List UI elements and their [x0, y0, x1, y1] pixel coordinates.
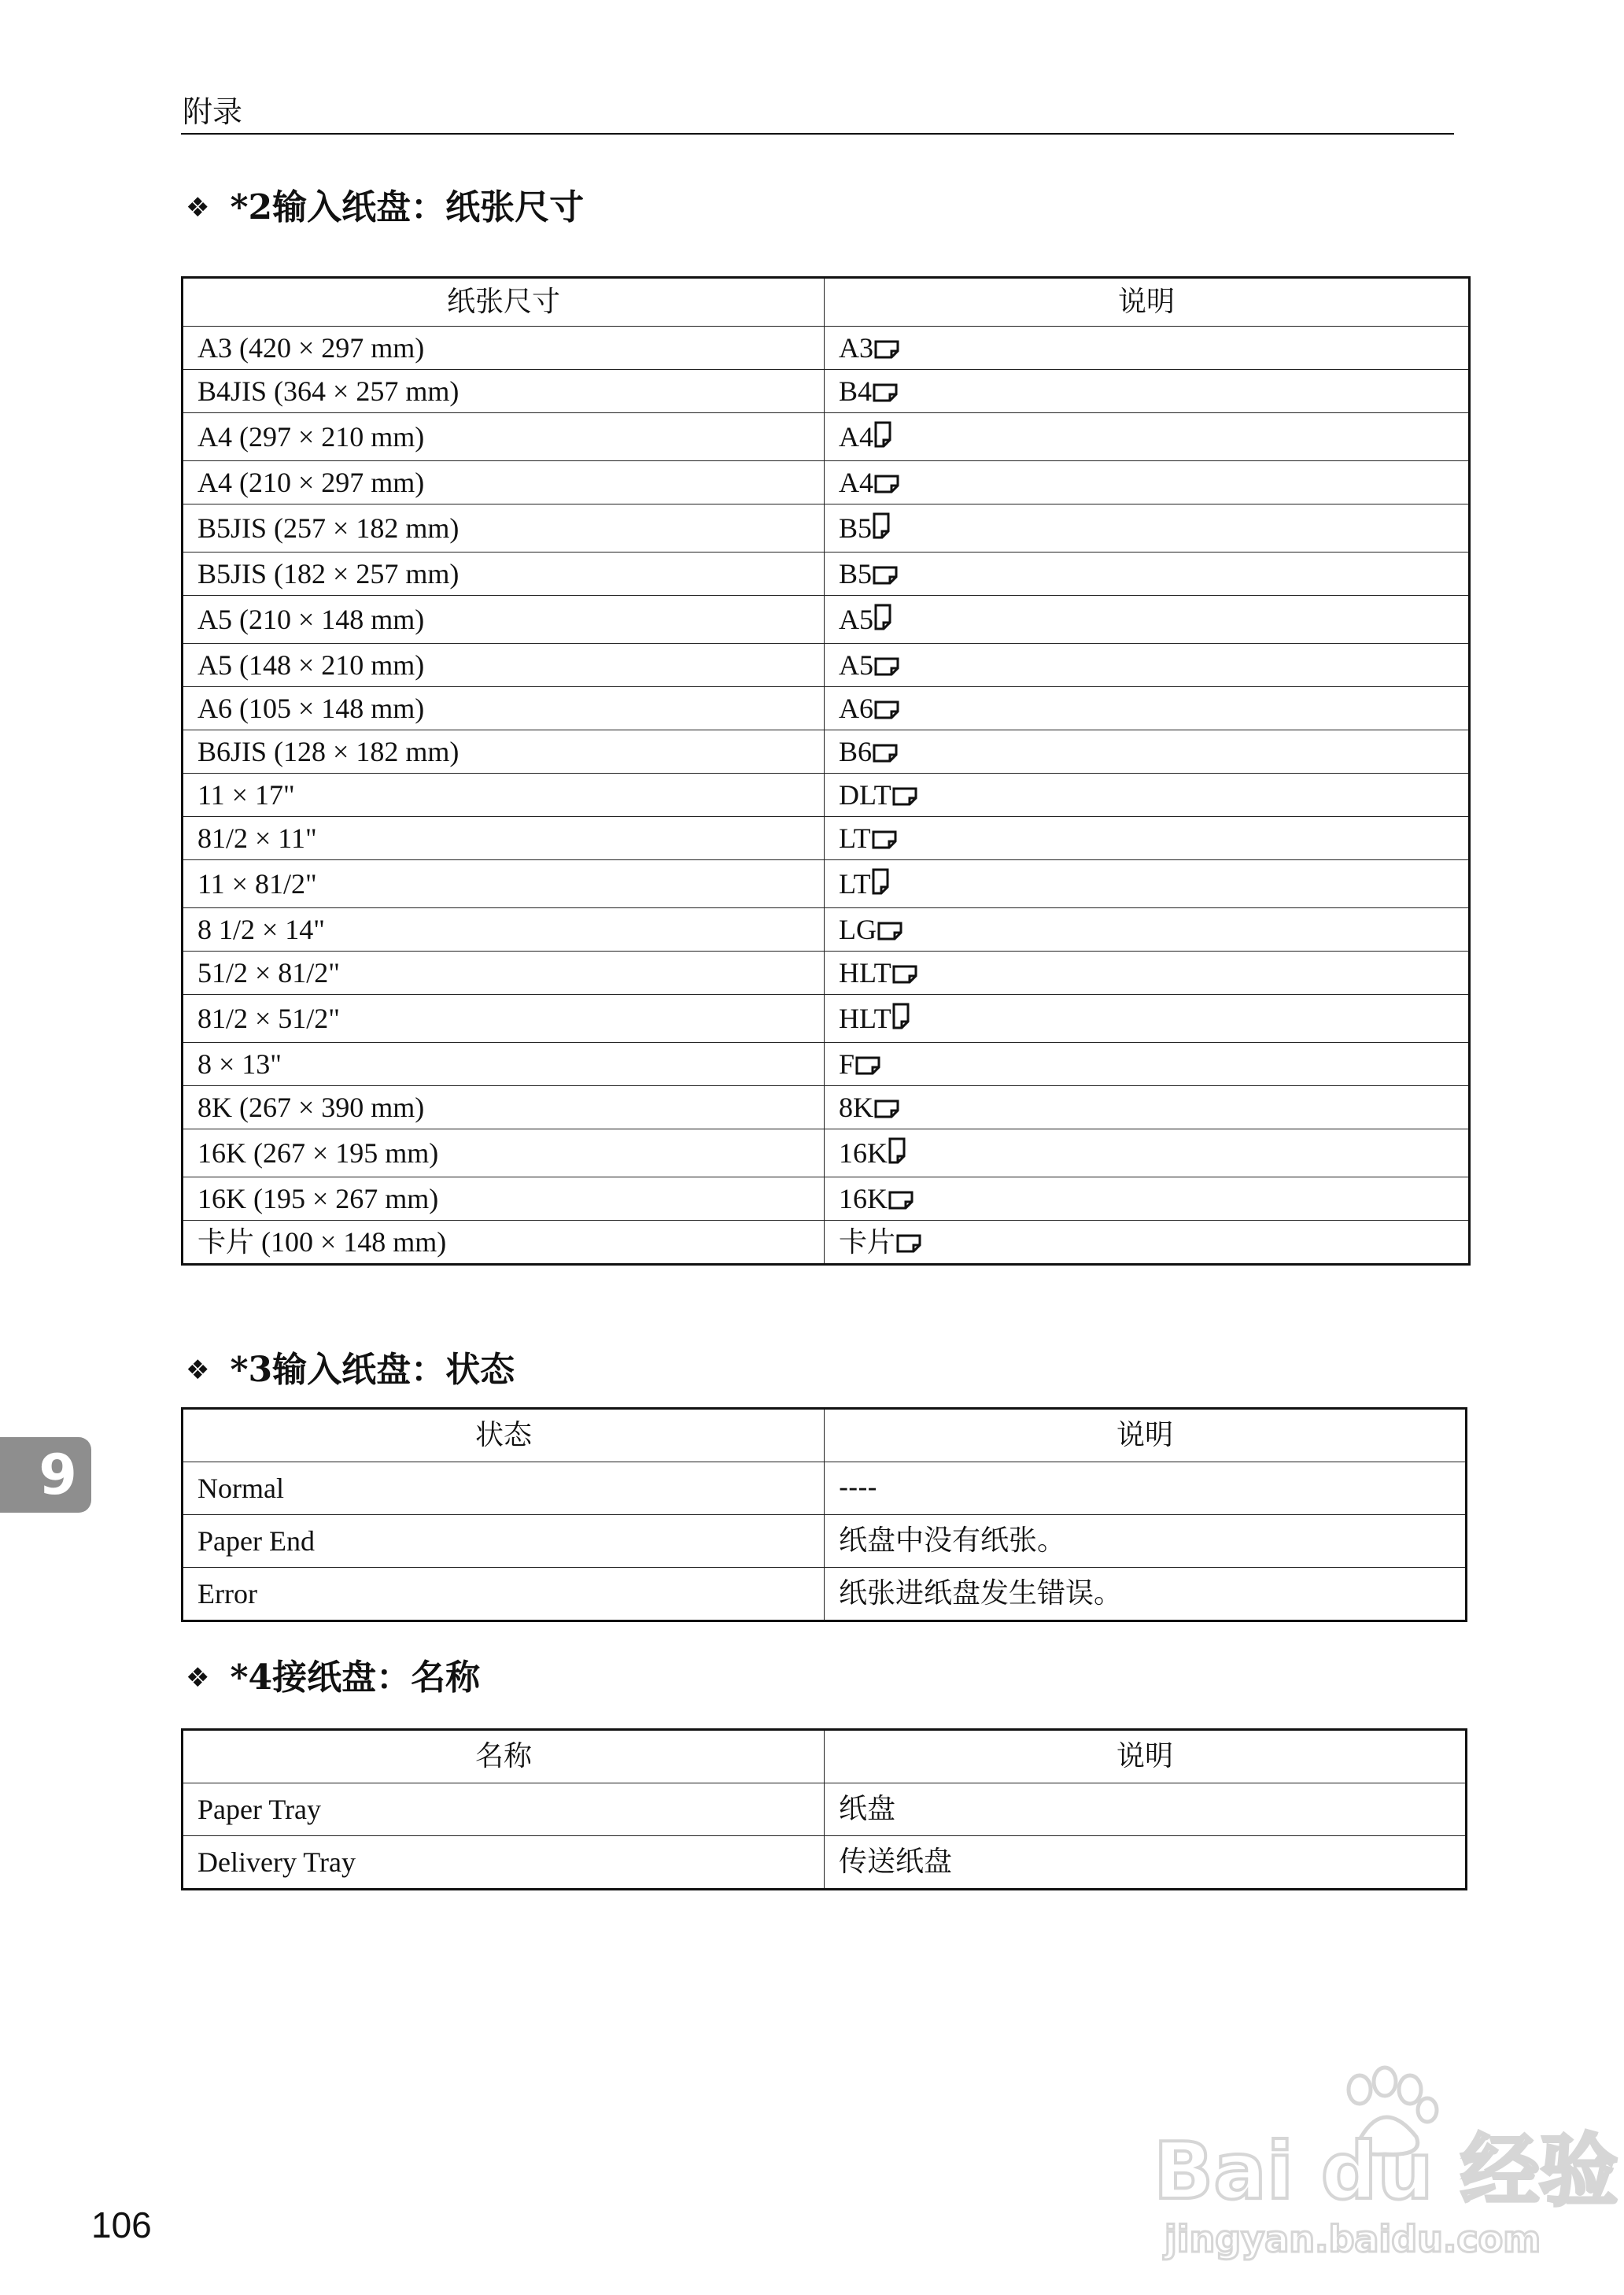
status-cell: Error [183, 1568, 825, 1621]
paper-size-cell: B5JIS (257 × 182 mm) [183, 504, 825, 552]
section-heading-status-text: *3输入纸盘：状态 [230, 1350, 515, 1390]
paper-code-label: DLT [839, 779, 891, 811]
watermark-logo-text: Bai du 经验 [1153, 2125, 1618, 2217]
paper-size-cell: 8 × 13" [183, 1043, 825, 1086]
section-heading-name [186, 1656, 480, 1700]
table-row [183, 730, 1470, 774]
table-header-row [183, 1409, 1467, 1462]
paper-size-cell: 8 1/2 × 14" [183, 908, 825, 952]
paper-code-label: F [839, 1048, 855, 1080]
table-row [183, 952, 1470, 995]
description-cell [825, 370, 1470, 413]
paper-code-label: B5 [839, 512, 873, 544]
paper-size-cell: A6 (105 × 148 mm) [183, 687, 825, 730]
paper-size-table [181, 276, 1471, 1266]
column-header-paper-size: 纸张尺寸 [183, 278, 825, 327]
description-cell [825, 327, 1470, 370]
column-header-description: 说明 [825, 1409, 1467, 1462]
diamond-bullet-icon: ❖ [186, 192, 210, 224]
landscape-paper-icon [874, 1099, 899, 1118]
description-cell [825, 1221, 1470, 1265]
table-row [183, 1568, 1467, 1621]
portrait-paper-icon [874, 604, 891, 630]
description-cell [825, 644, 1470, 687]
section-heading-paper-size-text: *2输入纸盘：纸张尺寸 [230, 187, 585, 227]
name-cell: Paper Tray [183, 1783, 825, 1836]
page-number: 106 [91, 2204, 152, 2245]
paper-size-cell: B4JIS (364 × 257 mm) [183, 370, 825, 413]
table-header-row [183, 1730, 1467, 1783]
output-tray-name-table [181, 1728, 1467, 1890]
paper-size-cell: A5 (210 × 148 mm) [183, 596, 825, 644]
paper-code-label: 16K [839, 1183, 888, 1214]
description-cell: 纸盘中没有纸张。 [825, 1515, 1467, 1568]
description-cell [825, 860, 1470, 908]
table-row [183, 370, 1470, 413]
description-cell [825, 1043, 1470, 1086]
chapter-tab: 9 [0, 1437, 91, 1513]
paper-code-label: B6 [839, 736, 873, 767]
table-row [183, 596, 1470, 644]
table-row [183, 1086, 1470, 1129]
landscape-paper-icon [874, 340, 899, 359]
paper-size-cell: B5JIS (182 × 257 mm) [183, 552, 825, 596]
paper-size-cell: A4 (210 × 297 mm) [183, 461, 825, 504]
landscape-paper-icon [873, 566, 898, 585]
paper-size-cell: B6JIS (128 × 182 mm) [183, 730, 825, 774]
paper-size-cell: 16K (195 × 267 mm) [183, 1177, 825, 1221]
description-cell [825, 687, 1470, 730]
baidu-jingyan-watermark [1149, 2058, 1618, 2263]
running-header-title: 附录 [183, 94, 243, 129]
tray-status-table [181, 1407, 1467, 1622]
paper-code-label: 16K [839, 1137, 888, 1169]
paper-size-cell: A5 (148 × 210 mm) [183, 644, 825, 687]
paper-code-label: A6 [839, 693, 873, 724]
paper-size-cell: 卡片 (100 × 148 mm) [183, 1221, 825, 1265]
description-cell: 传送纸盘 [825, 1836, 1467, 1890]
description-cell: ---- [825, 1462, 1467, 1515]
paper-size-cell: 8K (267 × 390 mm) [183, 1086, 825, 1129]
description-cell [825, 774, 1470, 817]
description-cell [825, 1086, 1470, 1129]
paper-code-label: B5 [839, 558, 873, 589]
table-row [183, 1129, 1470, 1177]
diamond-bullet-icon: ❖ [186, 1354, 210, 1386]
table-row [183, 860, 1470, 908]
paper-code-label: A5 [839, 649, 873, 681]
description-cell [825, 995, 1470, 1043]
landscape-paper-icon [873, 383, 898, 402]
table-row [183, 1221, 1470, 1265]
table-row [183, 504, 1470, 552]
landscape-paper-icon [874, 700, 899, 719]
landscape-paper-icon [888, 1191, 914, 1210]
column-header-description: 说明 [825, 1730, 1467, 1783]
paper-code-label: B4 [839, 375, 873, 407]
paper-size-cell: 81/2 × 51/2" [183, 995, 825, 1043]
paper-size-cell: A4 (297 × 210 mm) [183, 413, 825, 461]
table-row [183, 1515, 1467, 1568]
description-cell [825, 596, 1470, 644]
table-row [183, 644, 1470, 687]
description-cell [825, 1177, 1470, 1221]
table-row [183, 1783, 1467, 1836]
landscape-paper-icon [873, 744, 898, 763]
paper-size-cell: 51/2 × 81/2" [183, 952, 825, 995]
paper-size-cell: 81/2 × 11" [183, 817, 825, 860]
description-cell: 纸盘 [825, 1783, 1467, 1836]
paper-code-label: LT [839, 868, 871, 900]
landscape-paper-icon [892, 787, 917, 806]
landscape-paper-icon [877, 922, 902, 941]
description-cell [825, 908, 1470, 952]
watermark-url-text: jingyan.baidu.com [1164, 2218, 1541, 2260]
paper-code-label: A4 [839, 467, 873, 498]
table-row [183, 1836, 1467, 1890]
paper-code-label: A5 [839, 604, 873, 635]
paper-code-label: 卡片 [839, 1226, 896, 1258]
section-heading-paper-size [186, 186, 584, 230]
status-cell: Normal [183, 1462, 825, 1515]
portrait-paper-icon [888, 1137, 906, 1164]
paper-size-cell: 11 × 81/2" [183, 860, 825, 908]
description-cell [825, 504, 1470, 552]
portrait-paper-icon [874, 421, 891, 448]
landscape-paper-icon [896, 1234, 921, 1253]
column-header-name: 名称 [183, 1730, 825, 1783]
table-row [183, 687, 1470, 730]
table-header-row [183, 278, 1470, 327]
table-row [183, 908, 1470, 952]
landscape-paper-icon [874, 475, 899, 493]
table-row [183, 995, 1470, 1043]
diamond-bullet-icon: ❖ [186, 1662, 210, 1694]
paper-code-label: HLT [839, 957, 891, 989]
table-row [183, 552, 1470, 596]
table-row [183, 817, 1470, 860]
paper-size-cell: 16K (267 × 195 mm) [183, 1129, 825, 1177]
paper-code-label: HLT [839, 1003, 891, 1034]
paper-code-label: LG [839, 914, 877, 945]
landscape-paper-icon [855, 1056, 880, 1075]
landscape-paper-icon [892, 965, 917, 984]
name-cell: Delivery Tray [183, 1836, 825, 1890]
table-row [183, 1462, 1467, 1515]
paper-code-label: A3 [839, 332, 873, 364]
header-rule [181, 133, 1454, 135]
status-cell: Paper End [183, 1515, 825, 1568]
table-row [183, 774, 1470, 817]
portrait-paper-icon [892, 1003, 910, 1029]
table-row [183, 1043, 1470, 1086]
paper-code-label: 8K [839, 1092, 873, 1123]
paper-size-cell: A3 (420 × 297 mm) [183, 327, 825, 370]
column-header-status: 状态 [183, 1409, 825, 1462]
table-row [183, 461, 1470, 504]
description-cell [825, 461, 1470, 504]
description-cell [825, 952, 1470, 995]
table-row [183, 327, 1470, 370]
table-row [183, 1177, 1470, 1221]
section-heading-name-text: *4接纸盘：名称 [230, 1658, 481, 1698]
section-heading-status [186, 1348, 515, 1392]
column-header-description: 说明 [825, 278, 1470, 327]
landscape-paper-icon [874, 657, 899, 676]
landscape-paper-icon [872, 830, 897, 849]
paper-code-label: A4 [839, 421, 873, 453]
description-cell: 纸张进纸盘发生错误。 [825, 1568, 1467, 1621]
description-cell [825, 413, 1470, 461]
description-cell [825, 552, 1470, 596]
paper-size-cell: 11 × 17" [183, 774, 825, 817]
portrait-paper-icon [873, 512, 890, 539]
description-cell [825, 730, 1470, 774]
portrait-paper-icon [872, 868, 889, 895]
description-cell [825, 817, 1470, 860]
description-cell [825, 1129, 1470, 1177]
table-row [183, 413, 1470, 461]
paper-code-label: LT [839, 822, 871, 854]
